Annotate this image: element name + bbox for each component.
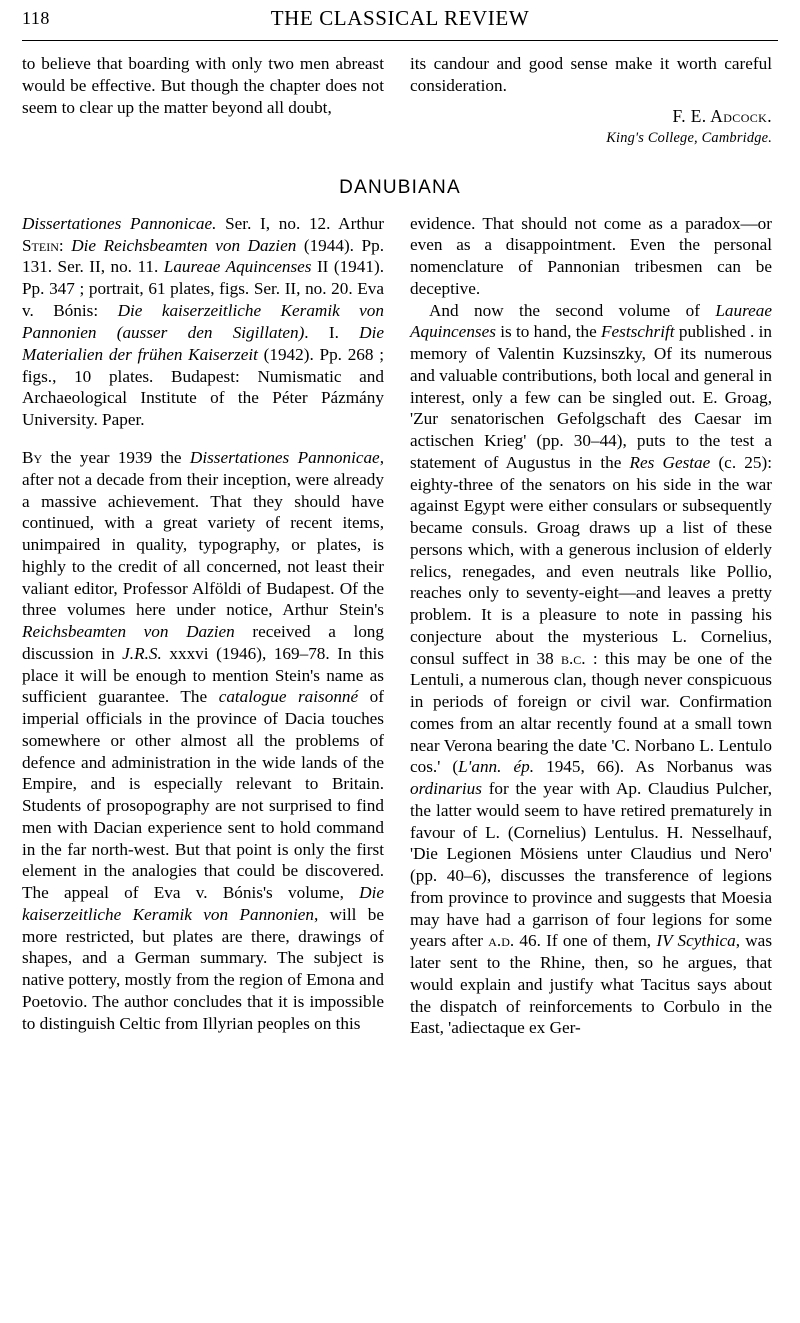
- body-italic-2: Reichsbeamten von Dazien: [22, 622, 235, 642]
- right-italic-1: Laureae Aquincenses: [410, 300, 772, 342]
- book-citation: [22, 213, 384, 431]
- right-text-9: , was later sent to the Rhine, then, so he argues, that would explain and justify what Tacitus says about the dispatch of reinforcements to Corbulo in the East, 'adiectaque ex Ger-: [410, 931, 773, 1038]
- right-text-6: 1945, 66). As Norbanus was: [534, 757, 773, 777]
- right-column: [410, 213, 772, 1040]
- body-text-4: xxxvi (1946), 169–78. In this place it will be enough to mention Stein's name as sufficient guarantee. The: [22, 643, 384, 707]
- body-text-5: of imperial officials in the province of Dacia touches somewhere or other almost all the problems of defence and administration in the wide lands of the Empire, and is especially relevant to Britain. Students of prosopography are not surprised to find men with Dacian experience sent to hold command in the far north-west. But that point is only the first element in the analogies that could be discovered. The appeal of Eva v. Bónis's volume,: [22, 687, 384, 903]
- right-paragraph-2: [410, 300, 772, 1040]
- right-paragraph-1: evidence. That should not come as a paradox—or even as a disappointment. Even the personal nomenclature of Pannonian tribesmen can be deceptive.: [410, 213, 772, 298]
- body-text-1: the year 1939 the: [42, 448, 190, 468]
- page-folio: 118: [22, 8, 50, 28]
- body-text-3: received a long discussion in: [22, 622, 384, 663]
- journal-page: [0, 6, 800, 1323]
- reviewer-signature: F. E. Adcock.: [672, 105, 772, 126]
- right-text-2: is to hand, the: [495, 322, 602, 342]
- citation-sep-1: :: [58, 235, 72, 255]
- citation-series-title: Dissertationes Pannonicae.: [22, 213, 217, 233]
- citation-author-1: Stein: [22, 235, 59, 255]
- body-italic-3: J.R.S.: [122, 643, 162, 663]
- top-right-column: [410, 53, 772, 147]
- body-text-2: , after not a decade from their inception, were already a massive achievement. That they should have continued, with a great variety of recent items, unimpaired in quality, typography, or plates, is highly to the credit of all concerned, not least their valiant editor, Professor Alföldi of Budapest. Of the three volumes here under notice, Arthur Stein's: [22, 448, 384, 620]
- right-smallcaps-2: a.d.: [488, 931, 515, 951]
- citation-title-2: Laureae Aquincenses: [163, 257, 312, 277]
- citation-title-4: Die Materialien der frühen Kaiserzeit: [22, 322, 384, 364]
- running-head: [22, 6, 778, 41]
- left-body-paragraph: [22, 447, 384, 1034]
- reviewer-affiliation: King's College, Cambridge.: [606, 129, 772, 146]
- running-head-title: THE CLASSICAL REVIEW: [270, 6, 530, 30]
- right-italic-5: ordinarius: [410, 779, 482, 799]
- citation-text-3: II (1941). Pp. 347 ; portrait, 61 plates, figs. Ser. II, no. 20. Eva v. Bónis:: [22, 257, 384, 321]
- right-italic-4: L'ann. ép.: [458, 757, 535, 777]
- right-italic-6: IV Scythica: [656, 931, 736, 951]
- left-column: [22, 213, 384, 1040]
- body-italic-4: catalogue raisonné: [218, 687, 359, 707]
- citation-text-4: . I.: [304, 322, 360, 342]
- right-text-7: for the year with Ap. Claudius Pulcher, the latter would seem to have retired prematurely in favour of L. (Cornelius) Lentulus. H. Nesselhauf, 'Die Legionen Mösiens unter Claudius und Nero' (pp. 40–6), discusses the transference of legions from province to province and suggests that Moesia may have had a garrison of four legions for some years after: [410, 779, 772, 951]
- right-text-3: published . in memory of Valentin Kuzsinszky, Of its numerous and valuable contributions, both local and general in interest, only a few can be singled out. E. Groag, 'Zur senatorischen Gefolgschaft des Caesar im actischen Krieg' (pp. 30–44), puts to the test a statement of Augustus in the: [410, 322, 772, 472]
- paragraph-dropcap: By: [22, 448, 43, 468]
- citation-title-1: Die Reichsbeamten von Dazien: [71, 235, 297, 255]
- main-columns: [22, 213, 778, 1040]
- citation-text-1: Ser. I, no. 12. Arthur: [216, 213, 385, 233]
- body-italic-1: Dissertationes Pannonicae: [189, 448, 380, 468]
- review-end-paragraph: its candour and good sense make it worth careful consideration.: [410, 54, 772, 95]
- top-columns: [22, 53, 778, 147]
- citation-text-5: (1942). Pp. 268 ; figs., 10 plates. Budapest: Numismatic and Archaeological Institute of the Péter Pázmány University. Paper.: [22, 344, 385, 430]
- right-text-1: And now the second volume of: [429, 300, 716, 320]
- top-left-column: [22, 53, 384, 147]
- right-italic-2: Festschrift: [601, 322, 675, 342]
- continued-paragraph: to believe that boarding with only two men abreast would be effective. But though the chapter does not seem to clear up the matter beyond all doubt,: [22, 54, 384, 117]
- right-text-5: : this may be one of the Lentuli, a numerous clan, though never conspicuous in periods of foreign or civil war. Confirmation comes from an altar recently found at a small town near Verona bearing the date 'C. Norbano L. Lentulo cos.' (: [410, 648, 772, 777]
- right-text-4: (c. 25): eighty-three of the senators on his side in the war against Egypt were either consulars or subsequently became consuls. Groag draws up a list of these persons which, with a generous inclusion of elderly relics, renegades, and even neutrals like Pollio, reaches only to seventy-eight—and leaves a pretty problem. It is a pleasure to note in passing his conjecture about the mysterious L. Cornelius, consul suffect in 38: [410, 452, 772, 668]
- citation-title-3: Die kaiserzeitliche Keramik von Pannonien (ausser den Sigillaten): [22, 301, 384, 342]
- citation-text-2: (1944). Pp. 131. Ser. II, no. 11.: [22, 235, 384, 277]
- body-text-6: , will be more restricted, but plates are there, drawings of shapes, and a German summary. The subject is native pottery, mostly from the region of Emona and Poetovio. The author concludes that it is impossible to distinguish Celtic from Illyrian peoples on this: [22, 904, 384, 1033]
- body-italic-5: Die kaiserzeitliche Keramik von Pannonien: [22, 883, 384, 924]
- right-text-8: 46. If one of them,: [514, 931, 657, 951]
- section-heading: DANUBIANA: [339, 176, 461, 198]
- right-smallcaps-1: b.c.: [560, 648, 586, 668]
- right-italic-3: Res Gestae: [629, 452, 711, 472]
